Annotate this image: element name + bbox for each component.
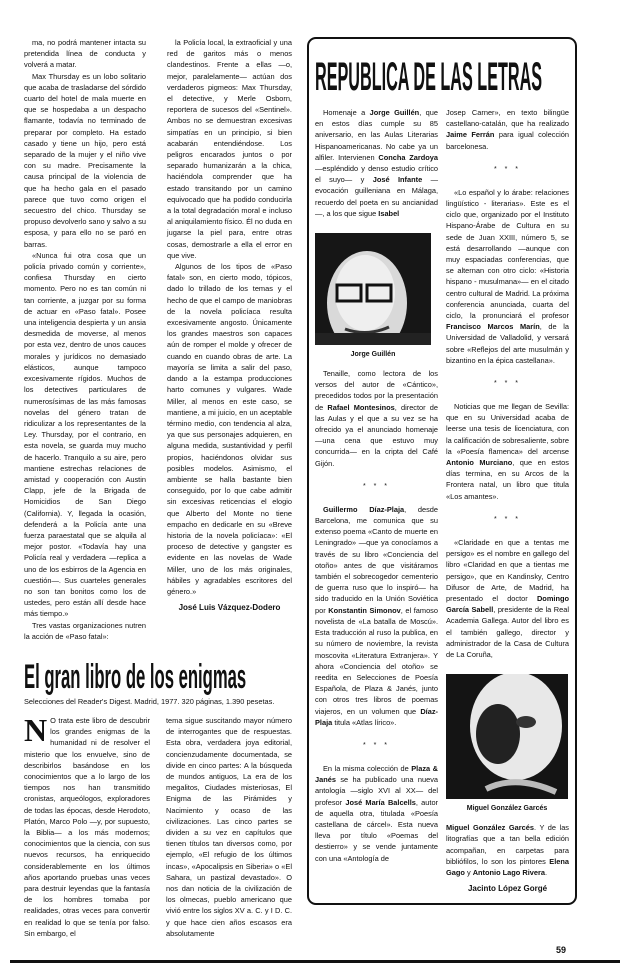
- paragraph: [167, 37, 292, 261]
- republica-right-p3: [446, 401, 569, 502]
- text-run: y: [464, 867, 473, 877]
- republica-right-p4: [446, 537, 569, 660]
- page-number: 59: [556, 945, 567, 956]
- jorge-guillen-photo: [315, 233, 431, 345]
- footer: [0, 945, 620, 969]
- republica-left-column: [315, 107, 438, 864]
- text-run: para igual colección barcelonesa.: [446, 130, 569, 151]
- jorge-guillen-caption: Jorge Guillén: [350, 351, 396, 359]
- text-run: Tenaille, como lectora de los versos del autor de «Cántico», precedidos todos por la presentación de: [315, 369, 438, 412]
- bold-name: Domingo García Sabell: [446, 593, 569, 615]
- text-run: , el famoso novelista de «La batalla de Moscú». Esta traducción al ruso la publica, en su número de noviembre, la revista moscovita «Literatura Extranjera». Y ahora «Conciencia del otoño» se reedita en Selecciones de Poesía Española, de Plaza & Janés, junto con otros tres libros de poemas viajeros, en un volumen que: [315, 605, 438, 716]
- bold-name: Isabel: [378, 208, 400, 218]
- text-run: , desde Barcelona, me comunica que su extenso poema «Canto de muerte en Leningrado» —que ya conocíamos a través de su libro «Conciencia del otoño» antes de que visitáramos también el sobrecogedor cementerio de guerra ruso que lo inspiró— ha sido traducido en la Unión Soviética por: [315, 504, 438, 615]
- republica-title: REPUBLICA DE LAS LETRAS: [315, 55, 543, 99]
- text-run: , director de las Aulas y el que a su vez se ha ofrecido ya el anunciado homenaje —una cena que estuvo muy concurrida— en la cripta del Café Gijón.: [315, 402, 439, 468]
- republica-right-p2: [446, 187, 569, 366]
- text-run: la Policía local, la extraoficial y una red de garitos más o menos clandestinos. Frente a ellas —o, mejor, paralelamente— actúan dos verdaderos pigmeos: Max Thursday, el detective, y Merle Osborn, reportera de sucesos del «Sentinel». Ambos no se demuestran excesivas simpatías en un principio, si bien acabarán entendiéndose. Los peligros encarados juntos o por separado humanizarán a la chica, haciéndola comprender que ha estado transitando por un camino equivocado que ha podido conducirla a la total degradación moral e incluso al aniquilamiento físico. Él no duda en jugarse la piel para, entre otras cosas, demostrarle a ella el error en que vive.: [167, 38, 292, 260]
- paragraph: [446, 107, 569, 152]
- paragraph: [166, 715, 292, 939]
- bold-name: Jorge Guillén: [369, 108, 420, 117]
- text-run: En la misma colección de: [323, 763, 412, 773]
- text-run: O trata este libro de descubrir los grandes enigmas de la humanidad ni de resolver el misterio que los envuelve, sino de describirlos basándose en los conocimientos que a lo largo de los tiempos nos han transmitido cronistas, arqueólogos, exploradores de todas las épocas, desde Herodoto, Platón, Marco Polo —y, por supuesto, la Biblia— a los más modernos; conocimientos que la ciencia, con sus nuevos recursos, ha enriquecido considerablemente en los últimos años aportando pruebas unas veces para destruir leyendas que la fantasía de los hombres tomaba por realidades, otras veces para convertir en realidad lo que se tenía por falso. Sin embargo, el: [24, 715, 150, 938]
- text-run: Algunos de los tipos de «Paso fatal» son, en cierto modo, tópicos, dado lo trillado de los temas y el hecho de que el campo de maniobras de la novela policíaca resulta excesivamente angosto. Únicamente los grandes maestros son capaces aún de romper el molde y ofrecer de cuando en cuando obras de arte. La mayoría se limita a salir del paso, dando a la estampa producciones harto comunes y vulgares. Wade Miller, al menos en este caso, se mantiene, a mi juicio, en un aceptable término medio, con tendencia al alza, ya que sus personajes adquieren, en alguna medida, sustantividad y perfil propios, haciéndonos olvidar sus posibles modelos. Asimismo, el ambiente se halla bastante bien conseguido, por lo que cabe admitir sin excesivas reticencias el elogio que Alberto del Monte no tiene empacho en dedicarle en su «Breve historia de la novela policíaca»: «El proceso de detective y gangster es evidente en las novelas de Wade Miller, uno de los más originales, hábiles y agradables escritores del género.»: [167, 262, 292, 596]
- text-run: , que en estos días cumple su 85 aniversario, en las Aulas Literarias Hispanoamericanas. No cabe ya un alfiler. Intervienen: [315, 108, 438, 162]
- separator: * * *: [493, 515, 522, 523]
- bold-name: Plaza & Janés: [315, 763, 438, 785]
- republica-left-p1: [315, 107, 438, 219]
- text-run: «Nunca fui otra cosa que un policía privado común y corriente», confiesa Thursday en cierto momento. Pero no es tan común ni tan corriente, a juzgar por su forma de actuar en «Paso fatal». Posee una inteligencia despierta y un ansia desmedida de moverse, al menos por esta vez, dentro de unos cauces morales y jurídicos no demasiado elásticos, aunque tampoco excesivamente rígidos. Muchos de los detectives particulares de numerosísimas de las más famosas novelas del género tratan de ridiculizar a los representantes de la Ley. Thursday, por el contrario, en esta novela, se guarda muy mucho de hacerlo. Tranquilo a su aire, pero mantiene estrechas relaciones de amistad y cooperación con Austin Clapp, jefe de la Brigada de Homicidios de San Diego (California). Y, llegada la ocasión, defenderá a la Policía ante una fuerza paraestatal que se alquila al mejor postor. «Todavía hay una Policía real y verdadera —replica a uno de los esbirros de la Agencia en cuestión—. Sus cuarteles generales no son tan bonitos como los de ustedes, pero están allí desde hace más tiempo.»: [24, 250, 146, 619]
- separator: * * *: [493, 165, 522, 173]
- paragraph: [446, 187, 569, 366]
- bold-name: Francisco Marcos Marín: [446, 322, 540, 332]
- republica-de-las-letras-box: [307, 37, 577, 905]
- republica-left-p2: [315, 368, 438, 469]
- miguel-gonzalez-garces-caption: Miguel González Garcés: [466, 805, 548, 813]
- separator: * * *: [362, 741, 391, 749]
- paragraph: [446, 401, 569, 502]
- text-run: . Y de las litografías que a tan bella edición acompañan, en carpetas para bibliófilos, lo son los pintores: [446, 823, 569, 866]
- text-run: se ha publicado una nueva antología —siglo XVI al XX— del profesor: [315, 775, 438, 807]
- republica-right-p5: [446, 822, 569, 878]
- review-column-1: [24, 37, 146, 642]
- text-run: , que en estos días termina, en su Arcos de la Frontera natal, un libro que titula «Los amantes».: [446, 458, 569, 501]
- text-run: «Claridade en que a tentas me persigo» es el nombre en gallego del libro «Claridad en que a tientas me persigo», que en Kandinsky, Centro Difusor de Arte, de Madrid, ha presentado el doctor: [446, 537, 569, 603]
- bold-name: Rafael Montesinos: [327, 402, 395, 412]
- bold-name: Antonio Murciano: [446, 458, 513, 468]
- miguel-gonzalez-garces-photo: [446, 674, 568, 799]
- paragraph: [315, 504, 438, 728]
- review-column-2: [167, 37, 292, 597]
- enigmas-column-1: [24, 711, 150, 939]
- text-run: , autor de aquella otra, titulada «Poesía castellana de cárcel». Esta nueva lleva por título «Poemas del destierro» y se vende juntamente con una «Antología de: [315, 797, 439, 863]
- text-run: —espléndido y denso estudio crítico el suyo— y: [315, 164, 438, 185]
- text-run: Noticias que me llegan de Sevilla: que en su Universidad acaba de leerse una tesis de licenciatura, con la calificación de sobresaliente, sobre la «Poesía flamenca» del arcense: [446, 402, 569, 456]
- paragraph: [315, 107, 438, 219]
- text-run: tema sigue suscitando mayor número de interrogantes que de respuestas. Esta obra, verdadera joya editorial, concienzudamente documentada, se divide en cinco partes: A la búsqueda de mundos antiguos, La era de los megalitos, Ciudades misteriosas, El Enigma de las Pirámides y Nacimiento y ocaso de las civilizaciones. Las cinco partes se dividen a su vez en capítulos que tienen títulos tan diversos como, por ejemplo, «El refugio de los últimos incas», «Apocalipsis en Siberia» o «El Sahara, un pastizal devastado». O nos dan noticia de la civilización de los olmecas, pueblo americano que vivió entre los siglos XV a. C. y I D. C. y que hace cien años escasos era absolutamente: [166, 715, 292, 938]
- text-run: Josep Carner», en texto bilingüe castellano-catalán, que ha realizado: [446, 108, 569, 129]
- bold-name: Konstantin Simonov: [328, 605, 401, 615]
- paragraph: [315, 763, 438, 864]
- republica-left-p4: [315, 763, 438, 864]
- republica-signature: Jacinto López Gorgé: [467, 884, 548, 894]
- paragraph: [24, 37, 146, 71]
- bold-name: Elena Gago: [446, 856, 569, 877]
- text-run: Max Thursday es un lobo solitario que acaba de trasladarse del sórdido cuarto del hotel de mala muerte en que se hospedaba a un despacho flamante, todavía no terminado de preparar por completo. Ha estado casado y tiene un hijo, pero está separado de la mujer y el niño vive con su madre. Precisamente la causa principal de la violencia de que ha hecho gala en el pasado parece que tuvo como origen el secuestro del chico. Thursday se propuso devolverlo sano y salvo a su esposa, y para ello no se paró en barras.: [24, 71, 146, 249]
- enigmas-subtitle: Selecciones del Reader's Digest. Madrid, 1977. 320 páginas, 1.390 pesetas.: [24, 696, 275, 706]
- text-run: .: [544, 867, 548, 877]
- text-run: Homenaje a: [323, 108, 370, 117]
- bold-name: Díaz-Plaja: [315, 706, 438, 727]
- republica-left-p3: [315, 504, 438, 728]
- text-run: , de la Universidad de Valladolid, y versará sobre «Reflejos del arte musulmán y bizantino en la épica castellana».: [446, 322, 569, 365]
- text-run: titula «Atlas lírico».: [332, 717, 397, 727]
- republica-right-column: [446, 107, 569, 893]
- paragraph: [167, 261, 292, 597]
- paragraph: [446, 822, 569, 878]
- bold-name: Guillermo Díaz-Plaja: [323, 504, 405, 514]
- paragraph: [24, 620, 146, 642]
- bold-name: José Infante: [372, 175, 423, 185]
- bold-name: Jaime Ferrán: [446, 130, 495, 140]
- enigmas-title: El gran libro de los enigmas: [24, 657, 247, 696]
- enigmas-title-box: [24, 658, 292, 696]
- text-run: «Lo español y lo árabe: relaciones lingüístico - literarias». Este es el ciclo que, organizado por el Instituto Hispano-Árabe de Cultura en su sede de Juan XXIII, número 5, se está desarrollando —aunque con muy espaciadas conferencias, que se alternan con otro ciclo: «Historia hispano - musulmana»— en el citado centro cultural de Madrid. La próxima conferencia anunciada, cuarta del ciclo, la pronunciará el profesor: [446, 187, 569, 321]
- bold-name: Antonio Lago Rivera: [472, 867, 545, 877]
- paragraph: [24, 250, 146, 620]
- paragraph: [446, 537, 569, 660]
- text-run: , presidente de la Real Academia Gallega. Autor del libro es el también gallego, director y administrador de la Casa de Cultura de La Coruña,: [446, 605, 569, 659]
- republica-right-p1: [446, 107, 569, 152]
- review-signature: José Luis Vázquez-Dodero: [178, 603, 281, 613]
- left-region: [24, 37, 292, 939]
- text-run: Tres vastas organizaciones nutren la acción de «Paso fatal»:: [24, 620, 146, 641]
- bold-name: José María Balcells: [345, 797, 416, 807]
- bold-name: Concha Zardoya: [378, 152, 438, 162]
- separator: * * *: [362, 482, 391, 490]
- enigmas-section: [24, 711, 292, 939]
- separator: * * *: [493, 380, 522, 388]
- enigmas-column-1-text: [24, 711, 150, 939]
- enigmas-column-2: [166, 715, 292, 939]
- text-run: ma, no podrá mantener intacta su pretendida línea de conducta y volverá a matar.: [24, 38, 146, 70]
- text-run: —evocación guilleniana en Málaga, recuerdo del poeta en su ancianidad—, a los que sigue: [315, 175, 438, 218]
- bottom-rule: [10, 960, 620, 963]
- drop-cap: N: [24, 711, 48, 748]
- bold-name: Miguel González Garcés: [446, 823, 534, 833]
- review-section: [24, 37, 292, 642]
- paragraph: [24, 711, 150, 939]
- paragraph: [315, 368, 438, 469]
- paragraph: [24, 71, 146, 250]
- republica-title-box: [315, 55, 569, 107]
